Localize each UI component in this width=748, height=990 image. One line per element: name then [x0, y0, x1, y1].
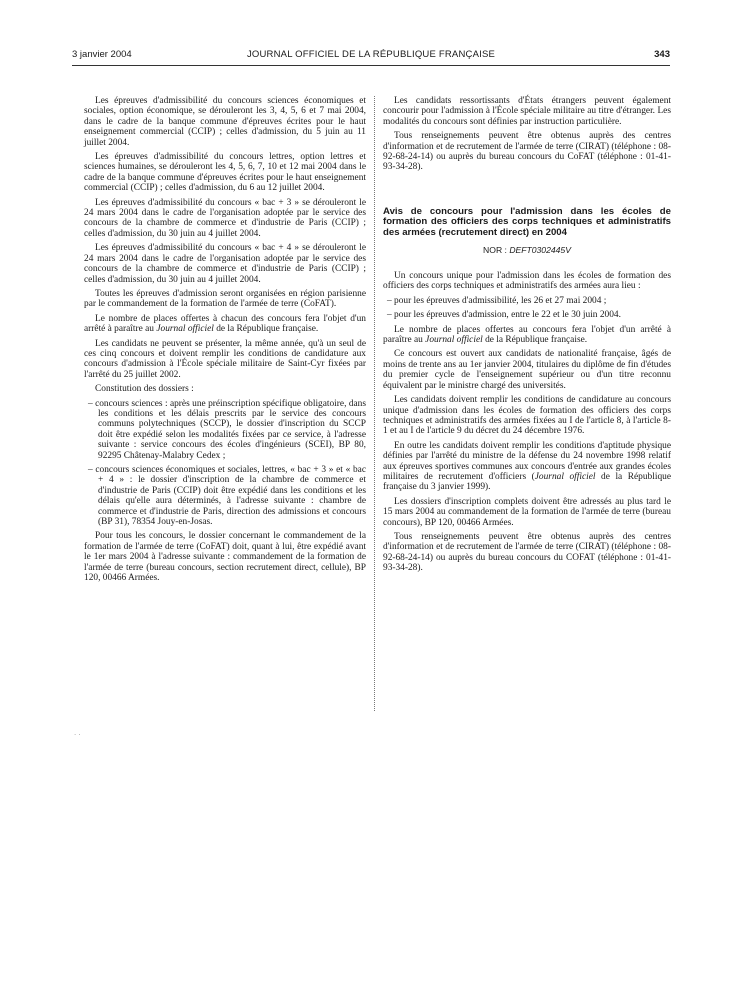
journal-title: Journal officiel — [156, 324, 214, 335]
list-item: – pour les épreuves d'admissibilité, les 26 et 27 mai 2004 ; — [387, 295, 607, 306]
notice-heading: Avis de concours pour l'admission dans les écoles de formation des officiers des corps techniques et administratifs des armées (recrutement direct) en 2004 — [383, 205, 671, 239]
text-run: de la République française du 3 janvier 1999). — [383, 471, 671, 493]
paragraph: Les candidats ressortissants d'États étrangers peuvent également concourir pour l'admission à l'École spéciale militaire au titre d'étranger. Les modalités du concours sont définies par instruction particulière. — [383, 96, 671, 127]
nor-code: DEFT0302445V — [509, 244, 571, 255]
header-rule — [72, 65, 670, 66]
list-item: – concours sciences : après une préinscription spécifique obligatoire, dans les conditions et les délais prescrits par le service des concours communs polytechniques (SCCP), le dossier d'inscription du SCCP doit être expédié selon les modalités fixées par ce service, à l'adresse suivante : service concours des écoles d'ingénieurs (SCEI), BP 80, 92295 Châtenay-Malabry Cedex ; — [88, 398, 366, 461]
text-run: de la République française. — [482, 335, 588, 346]
paragraph: Pour tous les concours, le dossier concernant le commandement de la formation de l'armée de terre (CoFAT) doit, quant à lui, être expédié avant le 1er mars 2004 à l'adresse suivante : commandement de la formation de l'armée de terre (bureau concours, section recrutement direct, cellule), BP 120, 00466 Armées. — [84, 531, 366, 584]
page-number: 343 — [654, 49, 670, 60]
header-date: 3 janvier 2004 — [72, 49, 132, 60]
left-column — [84, 96, 366, 587]
paragraph: Un concours unique pour l'admission dans les écoles de formation des officiers des corps techniques et administratifs des armées aura lieu : — [383, 271, 671, 292]
text-run: Le nombre de places offertes à chacun des concours fera l'objet d'un arrêté à paraître au — [84, 313, 366, 335]
paragraph: Les candidats doivent remplir les conditions de candidature au concours unique d'admission dans les écoles de formation des officiers des corps techniques et administratifs des armées fixées au I de l'article 8, à l'article 8-1 et au I de l'article 9 du décret du 24 décembre 1976. — [383, 395, 671, 437]
paragraph: Ce concours est ouvert aux candidats de nationalité française, âgés de moins de trente ans au 1er janvier 2004, titulaires du diplôme de fin d'études du premier cycle de l'enseignement supérieur ou d'un titre reconnu équivalent par le ministre chargé des universités. — [383, 349, 671, 391]
journal-title: Journal officiel — [534, 471, 596, 482]
right-column — [383, 96, 671, 578]
paragraph — [383, 441, 671, 493]
paragraph: Les épreuves d'admissibilité du concours « bac + 3 » se dérouleront le 24 mars 2004 dans le cadre de l'organisation adoptée par le service des concours de la chambre de commerce et d'industrie de Paris (CCIP) ; celles d'admission, du 30 juin au 4 juillet 2004. — [84, 197, 366, 239]
text-run: En outre les candidats doivent remplir les conditions d'aptitude physique définies par l'arrêté du ministre de la défense du 24 novembre 1998 relatif aux épreuves sportives communes aux concours d'entrée aux grandes écoles militaires de recrutement d'officiers ( — [383, 440, 671, 482]
paragraph — [383, 325, 671, 346]
paragraph: Les épreuves d'admissibilité du concours sciences économiques et sociales, option économique, se dérouleront les 3, 4, 5, 6 et 7 mai 2004, dans le cadre de la banque commune d'épreuves écrites pour le haut enseignement commercial (CCIP) ; celles d'admission, du 5 juin au 11 juillet 2004. — [84, 96, 366, 148]
paragraph: Toutes les épreuves d'admission seront organisées en région parisienne par le commandement de la formation de l'armée de terre (CoFAT). — [84, 288, 366, 310]
paragraph: Les épreuves d'admissibilité du concours « bac + 4 » se dérouleront le 24 mars 2004 dans le cadre de l'organisation adoptée par le service des concours de la chambre de commerce et d'industrie de Paris (CCIP) ; celles d'admission, du 30 juin au 4 juillet 2004. — [84, 243, 366, 285]
paragraph: Les épreuves d'admissibilité du concours lettres, option lettres et sciences humaines, se dérouleront les 4, 5, 6, 7, 10 et 12 mai 2004 dans le cadre de la banque commune d'épreuves écrites pour le haut enseignement commercial (CCIP) ; celles d'admission, du 6 au 12 juillet 2004. — [84, 152, 366, 194]
paragraph: Tous renseignements peuvent être obtenus auprès des centres d'information et de recrutement de l'armée de terre (CIRAT) (téléphone : 08-92-68-24-14) ou auprès du bureau concours du CoFAT (téléphone : 01-41-93-34-28). — [383, 131, 671, 173]
paragraph — [84, 314, 366, 335]
text-run: Le nombre de places offertes au concours fera l'objet d'un arrêté à paraître au — [383, 324, 671, 346]
list-item: – concours sciences économiques et sociales, lettres, « bac + 3 » et « bac + 4 » : le dossier d'inscription de la chambre de commerce et d'industrie de Paris (CCIP) doit être expédié dans les conditions et les délais qu'elle aura déterminés, à l'adresse suivante : chambre de commerce et d'industrie de Paris, direction des admissions et concours (BP 31), 78354 Jouy-en-Josas. — [88, 465, 366, 528]
nor-label: NOR : — [483, 244, 510, 255]
column-separator — [374, 96, 375, 711]
nor-reference — [383, 245, 671, 255]
text-run: de la République française. — [213, 324, 319, 335]
list-item: – pour les épreuves d'admission, entre le 22 et le 30 juin 2004. — [387, 310, 621, 321]
scan-speck: · · — [74, 731, 81, 739]
journal-title: Journal officiel — [425, 335, 483, 346]
paragraph: Constitution des dossiers : — [95, 384, 194, 395]
paragraph: Les candidats ne peuvent se présenter, la même année, qu'à un seul de ces cinq concours et doivent remplir les conditions de candidature aux concours d'admission à l'École spéciale militaire de Saint-Cyr fixées par l'arrêté du 25 juillet 2002. — [84, 338, 366, 380]
page-header — [72, 49, 670, 63]
paragraph: Les dossiers d'inscription complets doivent être adressés au plus tard le 15 mars 2004 au commandement de la formation de l'armée de terre (bureau concours), BP 120, 00466 Armées. — [383, 496, 671, 528]
header-title: JOURNAL OFFICIEL DE LA RÉPUBLIQUE FRANÇAISE — [246, 49, 496, 60]
paragraph: Tous renseignements peuvent être obtenus auprès des centres d'information et de recrutement de l'armée de terre (CIRAT) (téléphone : 08-92-68-24-14) ou auprès du bureau concours du COFAT (téléphone : 01-41-93-34-28). — [383, 531, 671, 574]
